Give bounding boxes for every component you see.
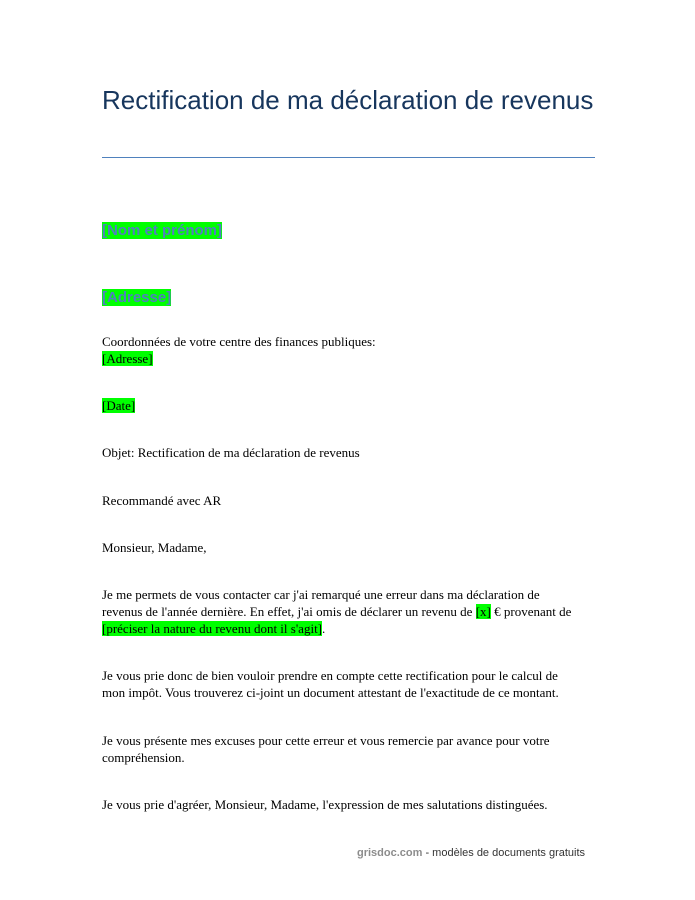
footer-brand-link[interactable]: grisdoc.com — [357, 847, 423, 859]
footer-tagline: - modèles de documents gratuits — [422, 847, 586, 859]
paragraph-request — [102, 667, 592, 701]
date-placeholder[interactable]: [Date] — [102, 398, 136, 413]
paragraph-line: Je me permets de vous contacter car j'ai remarqué une erreur dans ma déclaration de — [102, 587, 540, 602]
date-line — [102, 397, 135, 414]
paragraph-line — [102, 603, 592, 620]
paragraph-line — [102, 620, 592, 637]
paragraph-text: . — [322, 621, 326, 636]
paragraph-apology — [102, 732, 592, 766]
tax-center-label: Coordonnées de votre centre des finances publiques: — [102, 334, 376, 349]
document-title: Rectification de ma déclaration de revenus — [102, 85, 594, 115]
closing-line: Je vous prie d'agréer, Monsieur, Madame, l'expression de mes salutations distinguées. — [102, 797, 548, 812]
address-placeholder[interactable]: [Adresse] — [102, 289, 172, 306]
name-placeholder[interactable]: [Nom et prénom] — [102, 222, 222, 239]
paragraph-line: Je vous prie donc de bien vouloir prendre en compte cette rectification pour le calcul de — [102, 668, 558, 683]
paragraph-text: € provenant de — [490, 604, 572, 619]
income-nature-placeholder[interactable]: [préciser la nature du revenu dont il s'agit] — [102, 621, 323, 636]
subject-line: Objet: Rectification de ma déclaration de revenus — [102, 445, 360, 460]
tax-center-address-line — [102, 350, 153, 367]
salutation-line: Monsieur, Madame, — [102, 540, 207, 555]
address-field-line — [102, 288, 171, 308]
amount-placeholder[interactable]: [x] — [475, 604, 491, 619]
footer — [357, 846, 585, 860]
paragraph-line: compréhension. — [102, 750, 185, 765]
name-field-line — [102, 221, 222, 241]
tax-center-address-placeholder[interactable]: [Adresse] — [102, 351, 153, 366]
paragraph-line: Je vous présente mes excuses pour cette erreur et vous remercie par avance pour votre — [102, 733, 550, 748]
paragraph-error-notice — [102, 586, 592, 637]
paragraph-line: mon impôt. Vous trouverez ci-joint un document attestant de l'exactitude de ce montant. — [102, 685, 559, 700]
paragraph-text: revenus de l'année dernière. En effet, j'ai omis de déclarer un revenu de — [102, 604, 476, 619]
title-divider — [102, 157, 595, 158]
registered-mail-line: Recommandé avec AR — [102, 493, 222, 508]
